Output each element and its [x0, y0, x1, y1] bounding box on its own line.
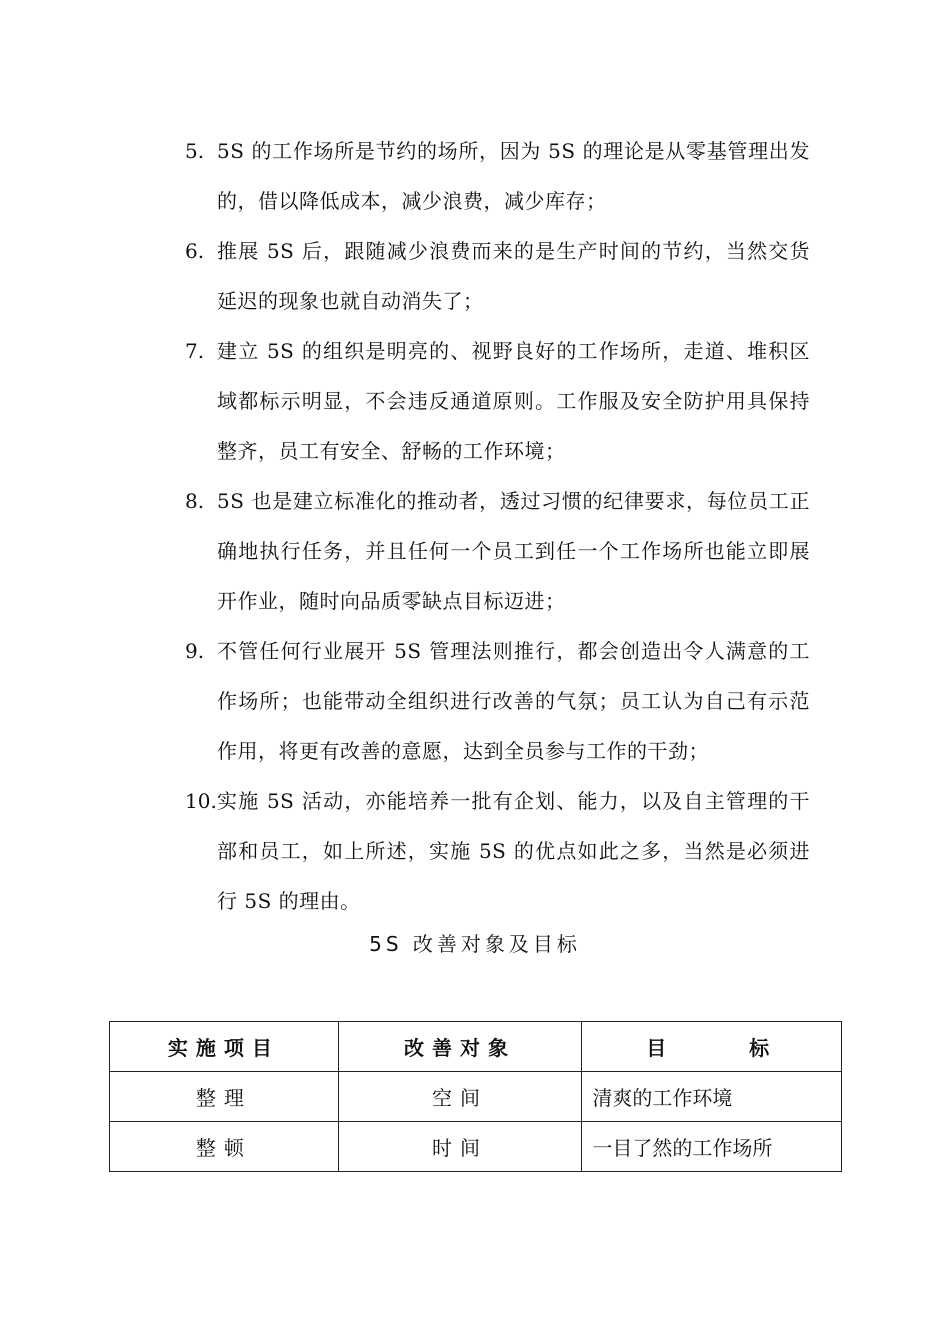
list-item-text: 不管任何行业展开 5S 管理法则推行，都会创造出令人满意的工作场所；也能带动全组织进行改善的气氛；员工认为自己有示范作用，将更有改善的意愿，达到全员参与工作的干劲；: [217, 639, 810, 763]
list-item: [185, 326, 810, 476]
list-item-number: 7.: [185, 339, 205, 363]
table-header-row: [110, 1022, 842, 1072]
list-item-number: 5.: [185, 139, 205, 163]
list-item: [185, 776, 810, 926]
table-cell-target: 一目了然的工作场所: [582, 1122, 842, 1172]
list-item-number: 9.: [185, 639, 205, 663]
list-item-number: 10.: [185, 789, 217, 813]
section-title: 5S 改善对象及目标: [369, 932, 581, 956]
list-item-number: 8.: [185, 489, 205, 513]
table-cell-item: 整理: [110, 1072, 339, 1122]
list-item: [185, 476, 810, 626]
list-item: [185, 226, 810, 326]
list-item-text: 5S 的工作场所是节约的场所，因为 5S 的理论是从零基管理出发的，借以降低成本，减少浪费，减少库存；: [217, 139, 810, 213]
table-cell-object: 空间: [338, 1072, 582, 1122]
header-item: 实施项目: [110, 1022, 339, 1072]
table-row: [110, 1122, 842, 1172]
list-item: [185, 126, 810, 226]
list-item-text: 5S 也是建立标准化的推动者，透过习惯的纪律要求，每位员工正确地执行任务，并且任何一个员工到任一个工作场所也能立即展开作业，随时向品质零缺点目标迈进；: [217, 489, 810, 613]
improvement-targets-table: [109, 1021, 842, 1172]
list-item-text: 推展 5S 后，跟随减少浪费而来的是生产时间的节约，当然交货延迟的现象也就自动消失了；: [217, 239, 810, 313]
list-item: [185, 626, 810, 776]
header-target: 目 标: [582, 1022, 842, 1072]
list-item-text: 建立 5S 的组织是明亮的、视野良好的工作场所，走道、堆积区域都标示明显，不会违反通道原则。工作服及安全防护用具保持整齐，员工有安全、舒畅的工作环境；: [217, 339, 810, 463]
table-cell-item: 整顿: [110, 1122, 339, 1172]
list-item-text: 实施 5S 活动，亦能培养一批有企划、能力，以及自主管理的干部和员工，如上所述，实施 5S 的优点如此之多，当然是必须进行 5S 的理由。: [217, 789, 810, 913]
table-cell-target: 清爽的工作环境: [582, 1072, 842, 1122]
table-row: [110, 1072, 842, 1122]
table-cell-object: 时间: [338, 1122, 582, 1172]
header-object: 改善对象: [338, 1022, 582, 1072]
benefits-list: [185, 126, 810, 926]
list-item-number: 6.: [185, 239, 205, 263]
